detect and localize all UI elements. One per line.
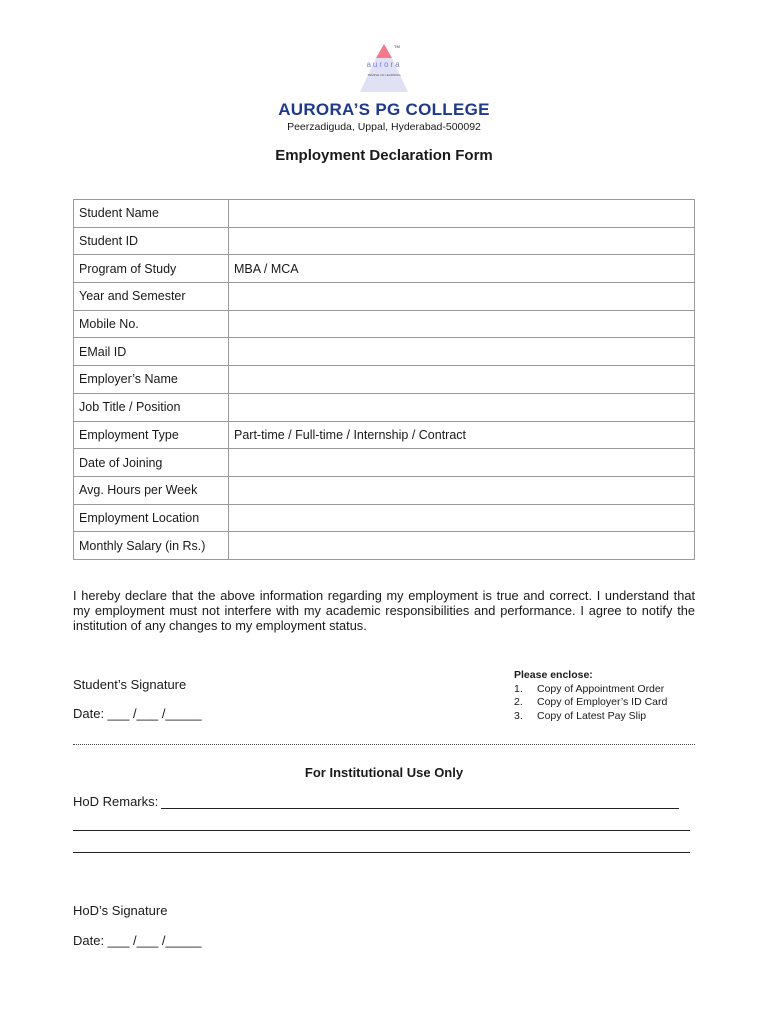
list-item	[514, 683, 667, 697]
list-number: 1.	[514, 682, 523, 695]
field-label: Employment Type	[74, 421, 229, 449]
enclosures-title: Please enclose:	[514, 669, 593, 681]
table-row	[74, 532, 695, 560]
enclosures-list	[514, 669, 667, 723]
remarks-line[interactable]	[73, 852, 690, 853]
field-value[interactable]	[229, 283, 695, 311]
table-row	[74, 283, 695, 311]
table-row	[74, 504, 695, 532]
table-row	[74, 476, 695, 504]
list-item	[514, 710, 667, 724]
field-value[interactable]: MBA / MCA	[229, 255, 695, 283]
table-row	[74, 366, 695, 394]
list-text: Copy of Appointment Order	[537, 682, 665, 695]
hod-remarks-line[interactable]	[161, 794, 679, 809]
field-value[interactable]	[229, 227, 695, 255]
field-value[interactable]	[229, 338, 695, 366]
field-label: Date of Joining	[74, 449, 229, 477]
list-number: 2.	[514, 696, 523, 708]
list-number: 3.	[514, 709, 523, 722]
table-row	[74, 421, 695, 449]
field-label: Student Name	[74, 200, 229, 228]
table-row	[74, 227, 695, 255]
field-value[interactable]	[229, 532, 695, 560]
remarks-line[interactable]	[73, 830, 690, 831]
student-date-field: Date: ___ /___ /_____	[73, 706, 202, 721]
form-title: Employment Declaration Form	[275, 147, 493, 164]
field-label: Year and Semester	[74, 283, 229, 311]
field-label: Job Title / Position	[74, 393, 229, 421]
hod-signature-label: HoD’s Signature	[73, 903, 168, 918]
field-value[interactable]: Part-time / Full-time / Internship / Contract	[229, 421, 695, 449]
institutional-section-title: For Institutional Use Only	[304, 765, 464, 780]
field-label: Monthly Salary (in Rs.)	[74, 532, 229, 560]
field-value[interactable]	[229, 200, 695, 228]
table-row	[74, 200, 695, 228]
employment-details-table	[73, 199, 695, 560]
hod-remarks-row	[73, 794, 695, 809]
field-value[interactable]	[229, 449, 695, 477]
field-value[interactable]	[229, 393, 695, 421]
field-label: Avg. Hours per Week	[74, 476, 229, 504]
list-text: Copy of Latest Pay Slip	[537, 709, 647, 722]
field-value[interactable]	[229, 504, 695, 532]
list-text: Copy of Employer’s ID Card	[537, 696, 668, 708]
student-signature-label: Student’s Signature	[73, 677, 187, 692]
hod-remarks-label: HoD Remarks:	[73, 794, 159, 809]
field-value[interactable]	[229, 476, 695, 504]
table-row	[74, 255, 695, 283]
table-row	[74, 449, 695, 477]
field-label: EMail ID	[74, 338, 229, 366]
college-logo	[348, 40, 420, 96]
field-label: Program of Study	[74, 255, 229, 283]
field-value[interactable]	[229, 310, 695, 338]
field-label: Employer’s Name	[74, 366, 229, 394]
field-label: Student ID	[74, 227, 229, 255]
list-item	[514, 696, 667, 710]
college-name: AURORA’S PG COLLEGE	[278, 100, 490, 119]
field-label: Mobile No.	[74, 310, 229, 338]
table-row	[74, 393, 695, 421]
declaration-text: I hereby declare that the above information regarding my employment is true and correct. I understand that my employment must not interfere with my academic responsibilities and performance. I agree to notify the institution of any changes to my employment status.	[73, 588, 695, 633]
svg-text:TM: TM	[394, 44, 400, 49]
svg-text:aurora: aurora	[366, 60, 402, 69]
hod-date-field: Date: ___ /___ /_____	[73, 933, 202, 948]
dotted-divider	[73, 744, 695, 745]
field-value[interactable]	[229, 366, 695, 394]
table-row	[74, 338, 695, 366]
college-address: Peerzadiguda, Uppal, Hyderabad-500092	[287, 121, 481, 133]
table-row	[74, 310, 695, 338]
field-label: Employment Location	[74, 504, 229, 532]
svg-text:TEMPLE OF LEARNING: TEMPLE OF LEARNING	[367, 73, 401, 77]
